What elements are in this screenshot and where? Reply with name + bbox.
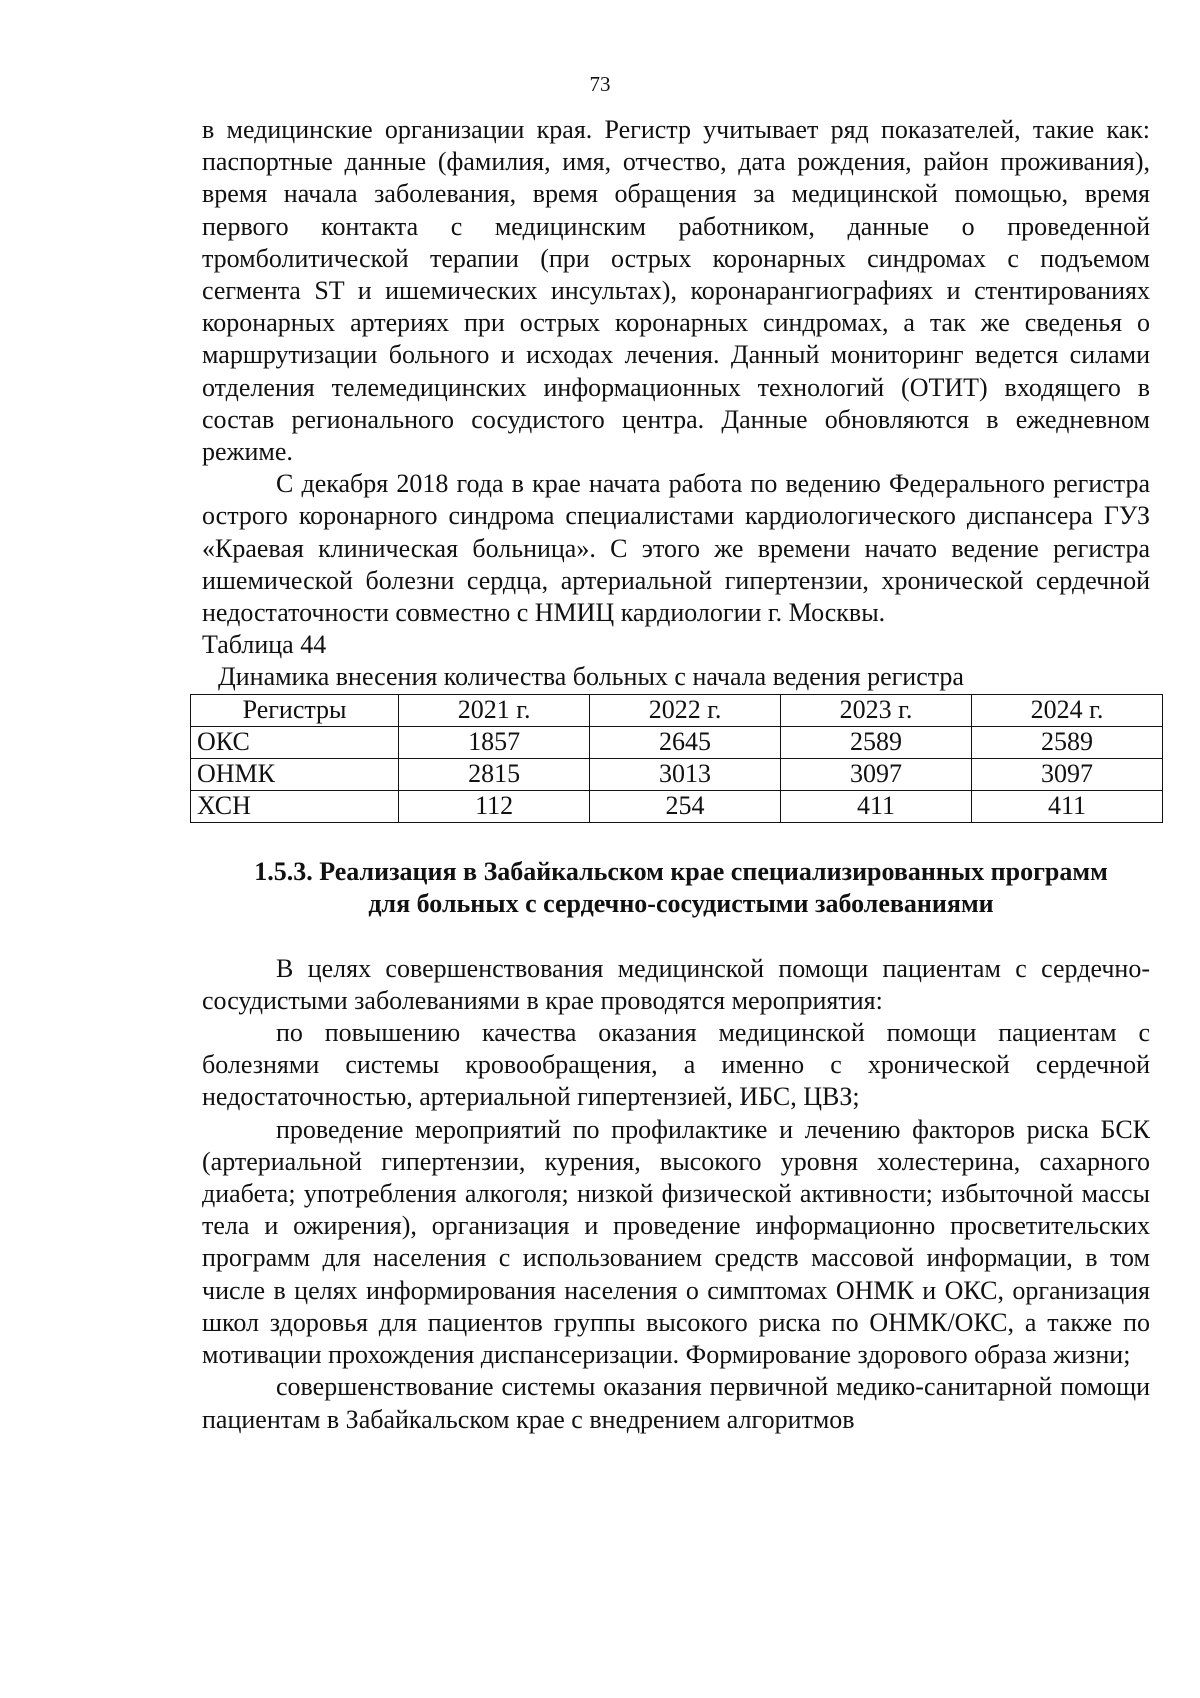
table-cell-value: 2589 bbox=[971, 726, 1162, 758]
paragraph: по повышению качества оказания медицинской помощи пациентам с болезнями системы кровообращения, а именно с хронической сердечной недостаточностью, артериальной гипертензией, ИБС, ЦВЗ; bbox=[202, 1018, 1150, 1112]
table-cell-value: 1857 bbox=[399, 726, 590, 758]
table-cell-value: 112 bbox=[399, 790, 590, 822]
header-cell-2023: 2023 г. bbox=[781, 694, 972, 726]
registry-table bbox=[190, 694, 1163, 823]
section-heading-line: для больных с сердечно-сосудистыми заболеваниями bbox=[368, 888, 994, 918]
paragraph: проведение мероприятий по профилактике и лечению факторов риска БСК (артериальной гипертензии, курения, высокого уровня холестерина, сахарного диабета; употребления алкоголя; низкой физической активности; избыточной массы тела и ожирения), организация и проведение информационно просветительских программ для населения с использованием средств массовой информации, в том числе в целях информирования населения о симптомах ОНМК и ОКС, организация школ здоровья для пациентов группы высокого риска по ОНМК/ОКС, а также по мотивации прохождения диспансеризации. Формирование здорового образа жизни; bbox=[202, 1114, 1150, 1370]
header-cell-2021: 2021 г. bbox=[399, 694, 590, 726]
paragraph: С декабря 2018 года в крае начата работа по ведению Федерального регистра острого коронарного синдрома специалистами кардиологического диспансера ГУЗ «Краевая клиническая больница». С этого же времени начато ведение регистра ишемической болезни сердца, артериальной гипертензии, хронической сердечной недостаточности совместно с НМИЦ кардиологии г. Москвы. bbox=[202, 469, 1150, 628]
header-cell-registries: Регистры bbox=[191, 694, 399, 726]
header-cell-2024: 2024 г. bbox=[971, 694, 1162, 726]
table-header-row bbox=[191, 694, 1163, 726]
table-cell-value: 2645 bbox=[590, 726, 781, 758]
table-caption: Таблица 44 bbox=[202, 630, 327, 660]
table-cell-value: 411 bbox=[971, 790, 1162, 822]
table-title: Динамика внесения количества больных с начала ведения регистра bbox=[218, 662, 964, 692]
paragraph: совершенствование системы оказания первичной медико-санитарной помощи пациентам в Забайкальском крае с внедрением алгоритмов bbox=[202, 1372, 1150, 1434]
table-cell-value: 2815 bbox=[399, 758, 590, 790]
table-cell-value: 2589 bbox=[781, 726, 972, 758]
table-cell-value: 3097 bbox=[971, 758, 1162, 790]
section-heading bbox=[202, 856, 1150, 920]
table-row bbox=[191, 726, 1163, 758]
table-row bbox=[191, 790, 1163, 822]
section-heading-line: 1.5.3. Реализация в Забайкальском крае специализированных программ bbox=[254, 856, 1108, 886]
table-row bbox=[191, 758, 1163, 790]
table-cell-value: 3013 bbox=[590, 758, 781, 790]
paragraph: в медицинские организации края. Регистр учитывает ряд показателей, такие как: паспортные данные (фамилия, имя, отчество, дата рождения, район проживания), время начала заболевания, время обращения за медицинской помощью, время первого контакта с медицинским работником, данные о проведенной тромболитической терапии (при острых коронарных синдромах с подъемом сегмента ST и ишемических инсультах), коронарангиографиях и стентированиях коронарных артериях при острых коронарных синдромах, а так же сведенья о маршрутизации больного и исходах лечения. Данный мониторинг ведется силами отделения телемедицинских информационных технологий (ОТИТ) входящего в состав регионального сосудистого центра. Данные обновляются в ежедневном режиме. bbox=[202, 115, 1150, 467]
table-cell-registry: ОНМК bbox=[191, 758, 399, 790]
table-cell-value: 411 bbox=[781, 790, 972, 822]
page-number: 73 bbox=[589, 72, 611, 96]
table-cell-value: 254 bbox=[590, 790, 781, 822]
paragraph: В целях совершенствования медицинской помощи пациентам с сердечно-сосудистыми заболеваниями в крае проводятся мероприятия: bbox=[202, 953, 1150, 1015]
document-body bbox=[197, 114, 1150, 1436]
table-cell-registry: ХСН bbox=[191, 790, 399, 822]
table-cell-registry: ОКС bbox=[191, 726, 399, 758]
table-cell-value: 3097 bbox=[781, 758, 972, 790]
header-cell-2022: 2022 г. bbox=[590, 694, 781, 726]
